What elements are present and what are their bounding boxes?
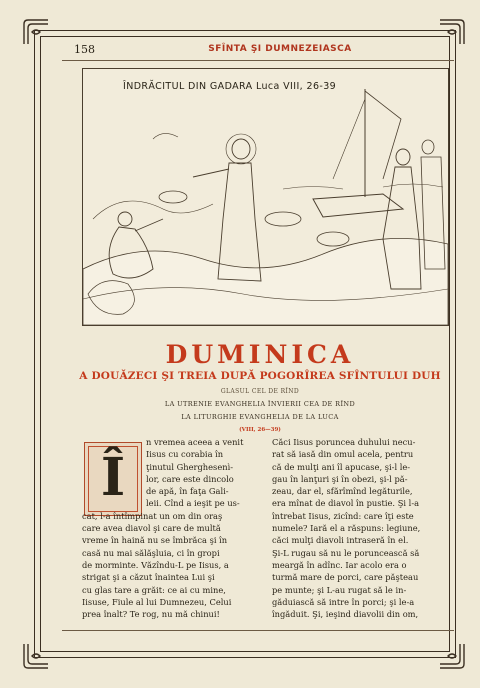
text-line: întrebat Iisus, zicînd: care îţi este xyxy=(272,510,414,521)
text-line: pe munte; şi L-au rugat să le in- xyxy=(272,584,407,595)
text-line: strigat şi a căzut înaintea Lui şi xyxy=(82,572,215,583)
dropcap-letter: Î xyxy=(100,447,126,508)
text-column-right xyxy=(272,436,444,620)
text-line: Căci Iisus poruncea duhului necu- xyxy=(272,437,416,447)
corner-ornament-icon xyxy=(22,18,50,46)
text-line: ţinutul Gherghesenì- xyxy=(146,461,234,472)
scripture-reference: (VIII, 26—39) xyxy=(239,427,281,433)
text-line: Iisuse, Fiule al lui Dumnezeu, Celui xyxy=(82,596,232,607)
header-rule xyxy=(62,60,454,61)
text-line: îngăduit. Şi, ieşind diavolii din om, xyxy=(272,609,419,620)
corner-ornament-icon xyxy=(22,642,50,670)
running-title: SFÎNTA ŞI DUMNEZEIASCA xyxy=(208,44,352,54)
matins-line: LA UTRENIE EVANGHELIA ÎNVIERII CEA DE RÎND xyxy=(164,400,356,408)
chapter-subtitle: A DOUĂZECI ŞI TREIA DUPĂ POGORÎREA SFÎNTULUI DUH xyxy=(79,370,441,382)
text-line: Şi-L rugau să nu le poruncească să xyxy=(272,547,420,558)
text-line: lor, care este dincolo xyxy=(146,473,234,484)
text-line: leii. Cînd a ieşit pe us- xyxy=(146,498,240,509)
text-line: n vremea aceea a venit xyxy=(146,437,244,447)
text-line: care avea diavol şi care de multă xyxy=(82,523,221,534)
tone-line: GLASUL CEL DE RÎND xyxy=(220,388,300,395)
illustration-gadara-demoniac xyxy=(82,68,449,326)
text-line: cu glas tare a grăit: ce ai cu mine, xyxy=(82,584,226,595)
text-line: Iisus cu corabia în xyxy=(146,449,224,460)
chapter-title: DUMINICA xyxy=(165,340,355,369)
line-drawing-icon xyxy=(83,69,448,325)
text-line: de morminte. Văzîndu-L pe Iisus, a xyxy=(82,559,229,570)
text-line: vreme în haină nu se îmbrăca şi în xyxy=(82,535,228,546)
text-line: de apă, în faţa Gali- xyxy=(146,486,229,497)
text-line: casă nu mai sălăşluia, ci în gropi xyxy=(82,547,220,558)
text-line: numele? Iară el a răspuns: legiune, xyxy=(272,523,421,534)
text-line: gau în lanţuri şi în obezi, şi-l pă- xyxy=(272,473,408,484)
illustration-caption: ÎNDRĂCITUL DIN GADARA Luca VIII, 26-39 xyxy=(123,81,337,92)
text-line: era mînat de diavol în pustie. Şi l-a xyxy=(272,498,420,509)
page-number: 158 xyxy=(74,43,95,56)
text-line: că de mulţi ani îl apucase, şi-l le- xyxy=(272,461,411,472)
text-line: prea înalt? Te rog, nu mă chinui! xyxy=(82,609,220,620)
text-line: găduiască să intre în porci; şi le-a xyxy=(272,596,415,607)
text-line: meargă în adînc. Iar acolo era o xyxy=(272,559,407,570)
text-line: turmă mare de porci, care păşteau xyxy=(272,572,419,583)
text-line: cat, l-a întîmpinat un om din oraş xyxy=(82,510,223,521)
text-column-left xyxy=(82,436,260,620)
page-header xyxy=(70,42,450,60)
corner-ornament-icon xyxy=(438,642,466,670)
footer-rule xyxy=(62,630,454,631)
text-line: căci mulţi diavoli intraseră în el. xyxy=(272,535,409,546)
liturgy-line: LA LITURGHIE EVANGHELIA DE LA LUCA xyxy=(181,413,339,421)
text-line: rat să iasă din omul acela, pentru xyxy=(272,449,414,460)
text-line: zeau, dar el, sfărîmînd legăturile, xyxy=(272,486,413,497)
